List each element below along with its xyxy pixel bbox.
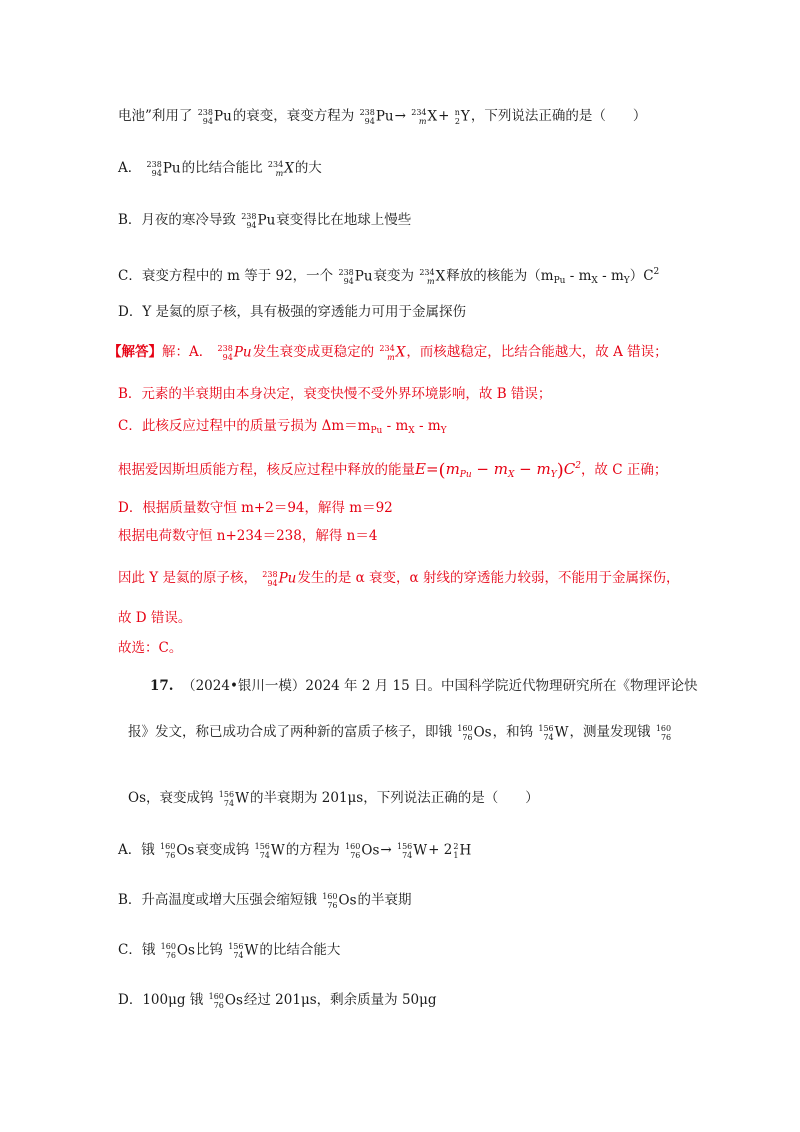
nuclide-y: n 2 Y [454,107,470,126]
nuclide-symbol: 160 76 Os [345,841,380,860]
answer-line-6: 根据电荷数守恒 n+234＝238，解得 n＝4 [118,528,378,544]
answer-line-7: 因此 Y 是氦的原子核， 238 94 Pu发生的是 α 衰变，α 射线的穿透能力较弱，不能用于金属探伤， [118,569,680,588]
nuclide-symbol: 160 76 Os [160,941,195,960]
nuclide-symbol: 160 76 Os [160,841,195,860]
nuclide-symbol: 234 m X [379,343,406,362]
answer-line-3: C．此核反应过程中的质量亏损为 $\Delta m=m_{Pu} - m_X - m_Y$ [118,418,447,436]
nuclide-symbol: 160 76 Os [322,891,357,910]
nuclide-symbol: 238 94 Pu [262,569,297,588]
nuclide-symbol: 160 76 Os [208,991,243,1010]
q17-option-b: B．升高温度或增大压强会缩短锇 160 76 Os的半衰期 [118,891,412,910]
nuclide-symbol: 156 74 W [254,841,285,860]
answer-line-2: B．元素的半衰期由本身决定，衰变快慢不受外界环境影响，故 B 错误； [118,386,552,402]
q16-option-b: B．月夜的寒冷导致 238 94 Pu衰变得比在地球上慢些 [118,211,412,230]
q17-option-a: A．锇 160 76 Os衰变成钨 156 74 W的方程为 160 76 Os→ 156 74 W+ 2 2 1 H [118,841,472,860]
arrow-icon: → [380,842,392,858]
q16-option-d: D．Y 是氦的原子核，具有极强的穿透能力可用于金属探伤 [118,304,467,320]
nuclide-symbol: 234 m X [267,159,294,178]
nuclide-symbol: 160 76 [655,724,672,742]
q17-stem-line-1: 17. （2024•银川一模）2024 年 2 月 15 日。中国科学院近代物理研究所在《物理评论快 [150,678,698,694]
q16-option-c: C．衰变方程中的 m 等于 92，一个 238 94 Pu衰变为 234 m X释放的核能为$(m_{Pu} - m_X - m_Y)C^2$ [118,267,660,286]
nuclide-symbol: 156 74 W [538,723,569,742]
answer-line-5: D．根据质量数守恒 m+2＝94，解得 m＝92 [118,500,393,516]
nuclide-x: 234 m X [411,107,438,126]
nuclide-symbol: 156 74 W [218,789,249,808]
q17-option-c: C．锇 160 76 Os比钨 156 74 W的比结合能大 [118,941,341,960]
q17-stem-line-2: 报》发文，称已成功合成了两种新的富质子核子，即锇 160 76 Os，和钨 156 74 W，测量发现锇 160 76 [128,723,672,742]
nuclide-symbol: 238 94 Pu [217,343,252,362]
nuclide-symbol: 2 1 H [453,841,472,860]
nuclide-symbol: 238 94 Pu [338,267,373,286]
q17-option-d: D．100μg 锇 160 76 Os经过 201μs，剩余质量为 50μg [118,991,437,1010]
q16-option-a: A． 238 94 Pu的比结合能比 234 m X的大 [118,159,322,178]
nuclide-symbol: 160 76 Os [457,723,492,742]
answer-line-1: 【解答】解：A． 238 94 Pu发生衰变成更稳定的 234 m X，而核越稳定，比结合能越大，故 A 错误； [108,343,668,362]
nuclide-symbol: 234 m X [419,267,446,286]
q16-stem: 电池”利用了 238 94 Pu的衰变，衰变方程为 238 94 Pu→ 234 m X+ n 2 Y，下列说法正确的是（ ） [118,107,647,126]
energy-formula: $E=(m_{Pu} - m_X - m_Y)C^2$ [415,460,581,481]
answer-line-9: 故选：C。 [118,640,183,656]
nuclide-pu: 238 94 Pu [197,107,232,126]
nuclide-symbol: 156 74 W [228,941,259,960]
nuclide-symbol: 156 74 W [396,841,428,860]
q17-stem-line-3: Os，衰变成钨 156 74 W的半衰期为 201μs，下列说法正确的是（ ） [128,789,539,808]
nuclide-pu: 238 94 Pu [359,107,394,126]
nuclide-symbol: 238 94 Pu [241,211,276,230]
answer-line-8: 故 D 错误。 [118,610,192,626]
answer-line-4: 根据爱因斯坦质能方程，核反应过程中释放的能量$E=(m_{Pu} - m_X - m_Y)C^2$，故 C 正确； [118,460,668,481]
nuclide-symbol: 238 94 Pu [146,159,181,178]
arrow-icon: → [394,108,406,124]
